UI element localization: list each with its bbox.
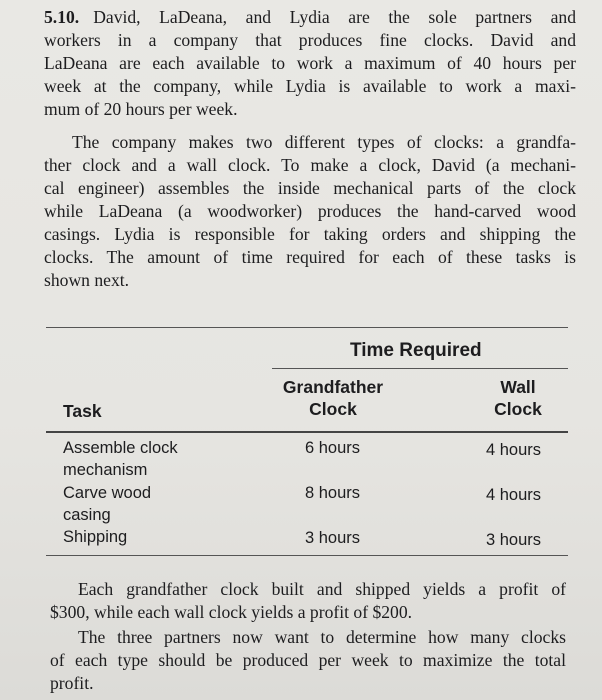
text-line: ther clock and a wall clock. To make a clock, David (a mechani- (44, 155, 576, 175)
text-line: workers in a company that produces fine clocks. David and (44, 30, 576, 50)
text-line: mum of 20 hours per week. (44, 99, 238, 119)
text-line: cal engineer) assembles the inside mechanical parts of the clock (44, 178, 576, 198)
paragraph-intro (44, 6, 576, 121)
wall-clock-header: Wall Clock (494, 377, 542, 419)
table-cell-grandfather: 8 hours (305, 484, 361, 502)
table-top-rule (46, 327, 568, 328)
paragraph-question (50, 626, 566, 695)
text-line: casings. Lydia is responsible for taking orders and shipping the (44, 224, 576, 244)
header-bottom-rule (46, 431, 568, 433)
paragraph-clocks (44, 131, 576, 292)
text-line: $300, while each wall clock yields a profit of $200. (50, 602, 413, 622)
text-line: Each grandfather clock built and shipped yields a profit of (78, 579, 566, 599)
text-line: LaDeana are each available to work a maximum of 40 hours per (44, 53, 576, 73)
task-header: Task (63, 401, 102, 421)
grandfather-clock-header: Grandfather Clock (282, 377, 384, 419)
paragraph-profit (50, 578, 566, 624)
text-line: profit. (50, 673, 94, 693)
table-row-task: Carve wood casing (63, 484, 152, 524)
time-required-header: Time Required (350, 340, 482, 361)
text-line: The company makes two different types of clocks: a grandfa- (72, 132, 576, 152)
text-line: 5.10. David, LaDeana, and Lydia are the sole partners and (44, 7, 576, 27)
text-line: week at the company, while Lydia is available to work a maxi- (44, 76, 576, 96)
text-line: The three partners now want to determine how many clocks (78, 627, 566, 647)
text-line: of each type should be produced per week to maximize the total (50, 650, 566, 670)
table-cell-wall: 4 hours (486, 486, 542, 504)
text-line: shown next. (44, 270, 130, 290)
table-row-task: Shipping (63, 528, 128, 546)
table-cell-wall: 3 hours (486, 531, 542, 549)
problem-number: 5.10. (44, 7, 80, 27)
table-cell-grandfather: 6 hours (305, 439, 361, 457)
table-row-task: Assemble clock mechanism (63, 439, 178, 479)
group-header-rule (272, 368, 568, 369)
table-bottom-rule (46, 555, 568, 556)
table-cell-wall: 4 hours (486, 441, 542, 459)
table-cell-grandfather: 3 hours (305, 529, 361, 547)
text-line: clocks. The amount of time required for each of these tasks is (44, 247, 576, 267)
text-line: while LaDeana (a woodworker) produces the hand-carved wood (44, 201, 576, 221)
